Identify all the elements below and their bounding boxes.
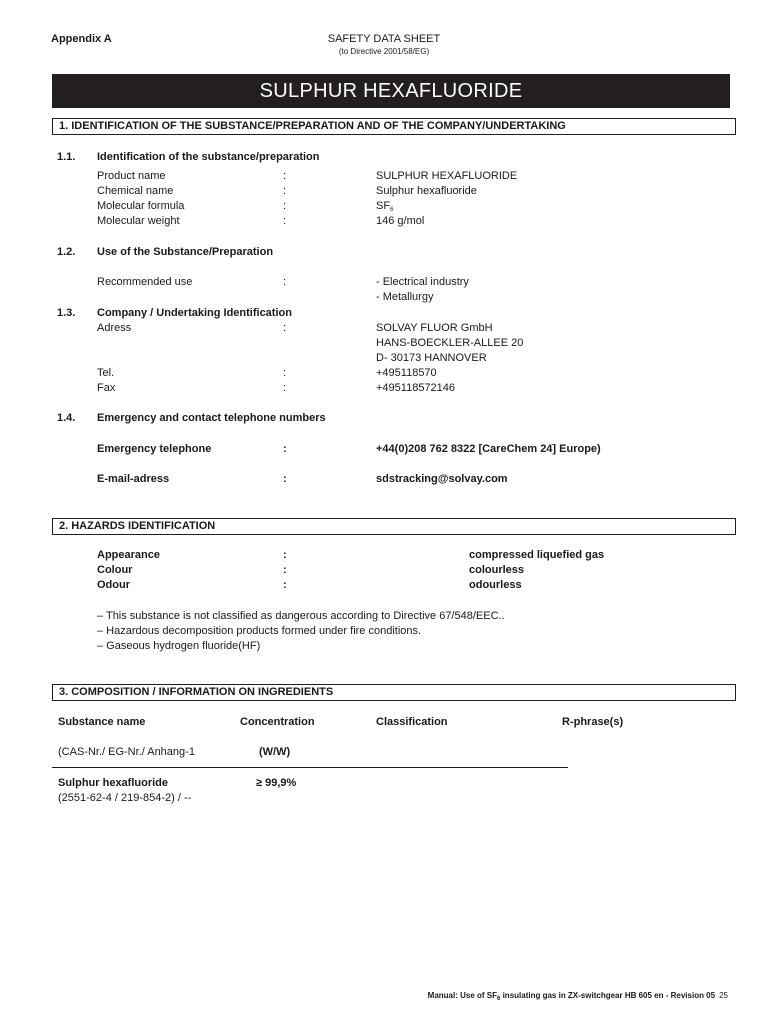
- appendix-label: Appendix A: [51, 33, 112, 45]
- colon: :: [283, 322, 287, 334]
- substance-ids-cell: (2551-62-4 / 219-854-2) / --: [58, 792, 192, 804]
- recommended-use-label: Recommended use: [97, 276, 193, 288]
- section3-title: 3. COMPOSITION / INFORMATION ON INGREDIENTS: [52, 684, 736, 701]
- s13-number: 1.3.: [57, 307, 76, 319]
- classification-header: Classification: [376, 716, 448, 728]
- s11-heading: Identification of the substance/preparation: [97, 151, 320, 163]
- s14-heading: Emergency and contact telephone numbers: [97, 412, 326, 424]
- molecular-formula-label: Molecular formula: [97, 200, 185, 212]
- page-number: 25: [719, 991, 728, 1000]
- substance-name-cell: Sulphur hexafluoride: [58, 777, 169, 789]
- hazard-note: – This substance is not classified as dangerous according to Directive 67/548/EEC..: [97, 610, 505, 622]
- tel-label: Tel.: [97, 367, 115, 379]
- colour-value: colourless: [469, 564, 525, 576]
- address-line: HANS-BOECKLER-ALLEE 20: [376, 337, 524, 349]
- colon: :: [283, 200, 287, 212]
- colon: :: [283, 473, 287, 485]
- hazard-note: – Gaseous hydrogen fluoride(HF): [97, 640, 261, 652]
- r-phrases-header: R-phrase(s): [562, 716, 624, 728]
- email-value: sdstracking@solvay.com: [376, 473, 508, 485]
- colon: :: [283, 564, 287, 576]
- colon: :: [283, 443, 287, 455]
- page-footer: [428, 991, 728, 1002]
- colon: :: [283, 215, 287, 227]
- s14-number: 1.4.: [57, 412, 76, 424]
- hazard-note: – Hazardous decomposition products formed under fire conditions.: [97, 625, 422, 637]
- address-line: SOLVAY FLUOR GmbH: [376, 322, 493, 334]
- emergency-telephone-label: Emergency telephone: [97, 443, 212, 455]
- colon: :: [283, 367, 287, 379]
- chemical-name-label: Chemical name: [97, 185, 174, 197]
- colon: :: [283, 185, 287, 197]
- document-title: SAFETY DATA SHEET: [327, 33, 441, 45]
- chemical-name-value: Sulphur hexafluoride: [376, 185, 477, 197]
- section1-title: 1. IDENTIFICATION OF THE SUBSTANCE/PREPARATION AND OF THE COMPANY/UNDERTAKING: [52, 118, 736, 135]
- molecular-weight-label: Molecular weight: [97, 215, 180, 227]
- s12-number: 1.2.: [57, 246, 76, 258]
- document-subtitle: (to Directive 2001/58/EG): [338, 47, 430, 56]
- s12-heading: Use of the Substance/Preparation: [97, 246, 274, 258]
- footer-subscript: 6: [497, 996, 501, 1002]
- colour-label: Colour: [97, 564, 133, 576]
- colon: :: [283, 579, 287, 591]
- s11-number: 1.1.: [57, 151, 76, 163]
- address-label: Adress: [97, 322, 132, 334]
- identifier-subheader: (CAS-Nr./ EG-Nr./ Anhang-1: [58, 746, 195, 758]
- appearance-value: compressed liquefied gas: [469, 549, 605, 561]
- table-divider: [52, 767, 568, 768]
- footer-text: Manual: Use of SF: [427, 991, 498, 1000]
- email-label: E-mail-adress: [97, 473, 170, 485]
- recommended-use-value: - Metallurgy: [376, 291, 434, 303]
- footer-text-rest: insulating gas in ZX-switchgear HB 605 en - Revision 05: [500, 991, 716, 1000]
- section2-title: 2. HAZARDS IDENTIFICATION: [52, 518, 736, 535]
- emergency-telephone-value: +44(0)208 762 8322 [CareChem 24] Europe): [376, 443, 601, 455]
- tel-value: +495118570: [376, 367, 437, 379]
- formula-subscript: 6: [390, 207, 394, 213]
- address-line: D- 30173 HANNOVER: [376, 352, 487, 364]
- recommended-use-value: - Electrical industry: [376, 276, 469, 288]
- fax-value: +495118572146: [376, 382, 456, 394]
- concentration-unit-subheader: (W/W): [259, 746, 291, 758]
- concentration-cell: ≥ 99,9%: [256, 777, 297, 789]
- product-name-value: SULPHUR HEXAFLUORIDE: [376, 170, 518, 182]
- fax-label: Fax: [97, 382, 116, 394]
- substance-banner: SULPHUR HEXAFLUORIDE: [52, 74, 730, 108]
- odour-label: Odour: [97, 579, 130, 591]
- s13-heading: Company / Undertaking Identification: [97, 307, 292, 319]
- concentration-header: Concentration: [240, 716, 315, 728]
- colon: :: [283, 276, 287, 288]
- appearance-label: Appearance: [97, 549, 160, 561]
- colon: :: [283, 170, 287, 182]
- formula-main: SF: [376, 200, 391, 212]
- molecular-formula-value: [376, 200, 393, 213]
- colon: :: [283, 549, 287, 561]
- odour-value: odourless: [469, 579, 522, 591]
- product-name-label: Product name: [97, 170, 166, 182]
- substance-name-header: Substance name: [58, 716, 146, 728]
- molecular-weight-value: 146 g/mol: [376, 215, 425, 227]
- colon: :: [283, 382, 287, 394]
